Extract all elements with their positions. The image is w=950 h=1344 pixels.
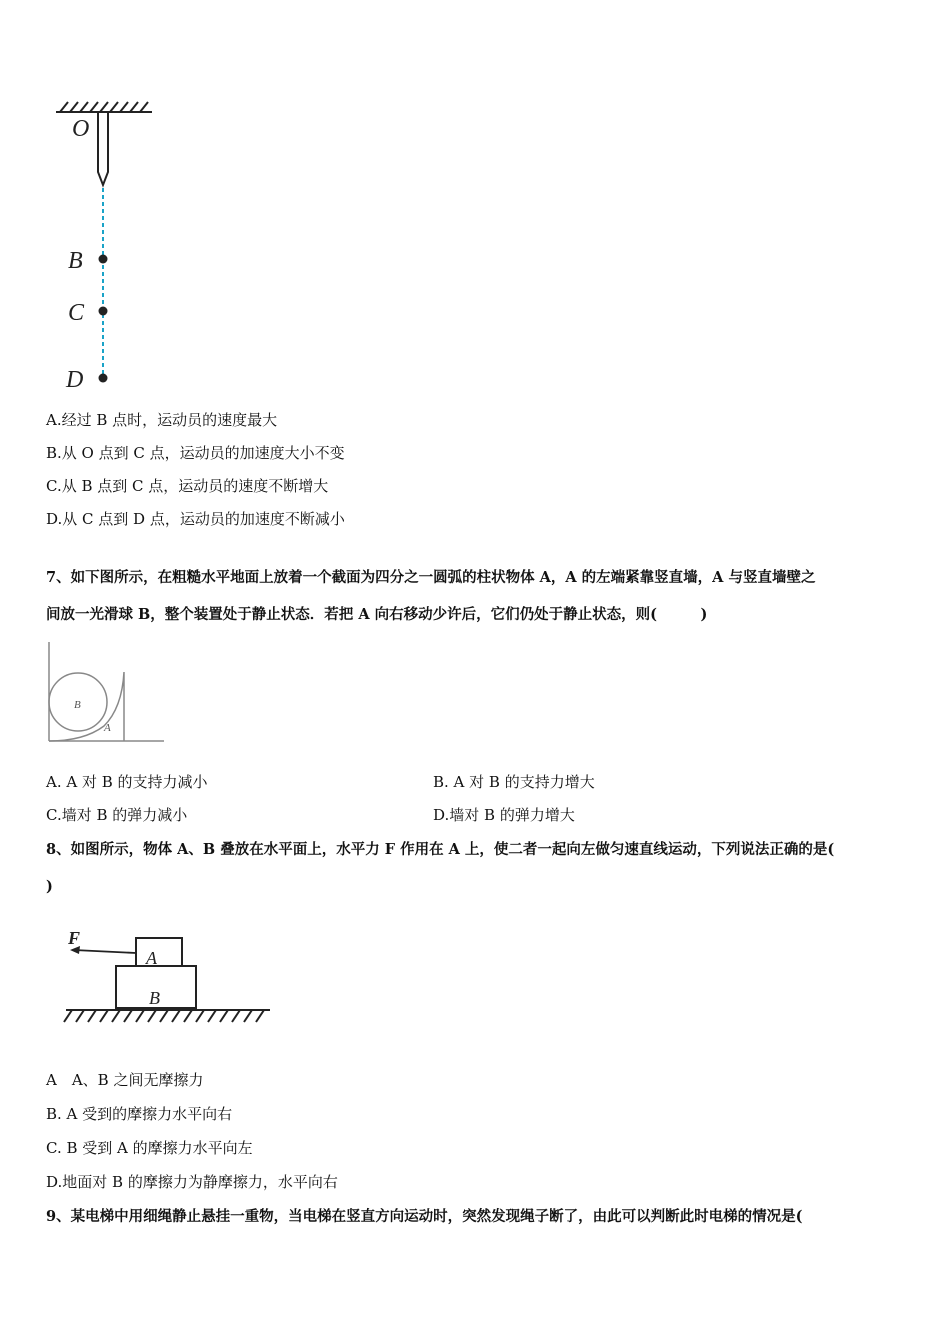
label-b: B (149, 988, 160, 1008)
q6-option-d: D.从 C 点到 D 点，运动员的加速度不断减小 (46, 510, 345, 528)
q7-stem-line1: 7、如下图所示，在粗糙水平地面上放着一个截面为四分之一圆弧的柱状物体 A，A 的左端紧靠竖直墙，A 与竖直墙壁之 (46, 569, 816, 586)
label-f: F (68, 928, 81, 948)
q8-option-d: D.地面对 B 的摩擦力为静摩擦力，水平向右 (46, 1173, 338, 1191)
label-b: B (74, 699, 81, 711)
q6-figure (40, 90, 180, 390)
label-o: O (72, 116, 90, 142)
q8-option-a: A A、B 之间无摩擦力 (46, 1071, 204, 1089)
q7-option-b: B. A 对 B 的支持力增大 (433, 773, 595, 791)
point-d (99, 374, 108, 383)
q7-option-c: C.墙对 B 的弹力减小 (46, 806, 188, 824)
q9-stem-line1: 9、某电梯中用细绳静止悬挂一重物，当电梯在竖直方向运动时，突然发现绳子断了，由此可以判断此时电梯的情况是( (46, 1208, 803, 1225)
ceiling (56, 102, 152, 112)
label-a: A (146, 948, 157, 968)
q7-option-a: A. A 对 B 的支持力减小 (46, 773, 208, 791)
q6-option-c: C.从 B 点到 C 点，运动员的速度不断增大 (46, 477, 329, 495)
q8-option-c: C. B 受到 A 的摩擦力水平向左 (46, 1139, 253, 1157)
q6-option-a: A.经过 B 点时，运动员的速度最大 (46, 411, 278, 429)
point-c (99, 307, 108, 316)
q8-option-b: B. A 受到的摩擦力水平向右 (46, 1105, 233, 1123)
elastic-cord (98, 112, 108, 185)
q7-figure (44, 638, 168, 746)
q8-stem-line1: 8、如图所示，物体 A、B 叠放在水平面上，水平力 F 作用在 A 上，使二者一起向左做匀速直线运动，下列说法正确的是( (46, 841, 835, 858)
ground (64, 1010, 270, 1022)
q8-stem-line2: ) (46, 878, 53, 895)
force-arrow (74, 950, 136, 953)
q7-stem-line2: 间放一光滑球 B，整个装置处于静止状态．若把 A 向右移动少许后，它们仍处于静止状态，则( ) (46, 606, 708, 623)
label-c: C (68, 300, 85, 326)
label-d: D (66, 367, 84, 390)
q6-option-b: B.从 O 点到 C 点，运动员的加速度大小不变 (46, 444, 345, 462)
label-a: A (104, 722, 111, 734)
q8-figure (58, 924, 278, 1028)
label-b: B (68, 248, 83, 274)
point-b (99, 255, 108, 264)
block-a (136, 938, 182, 966)
quarter-arc-a (49, 672, 124, 741)
q7-option-d: D.墙对 B 的弹力增大 (433, 806, 575, 824)
